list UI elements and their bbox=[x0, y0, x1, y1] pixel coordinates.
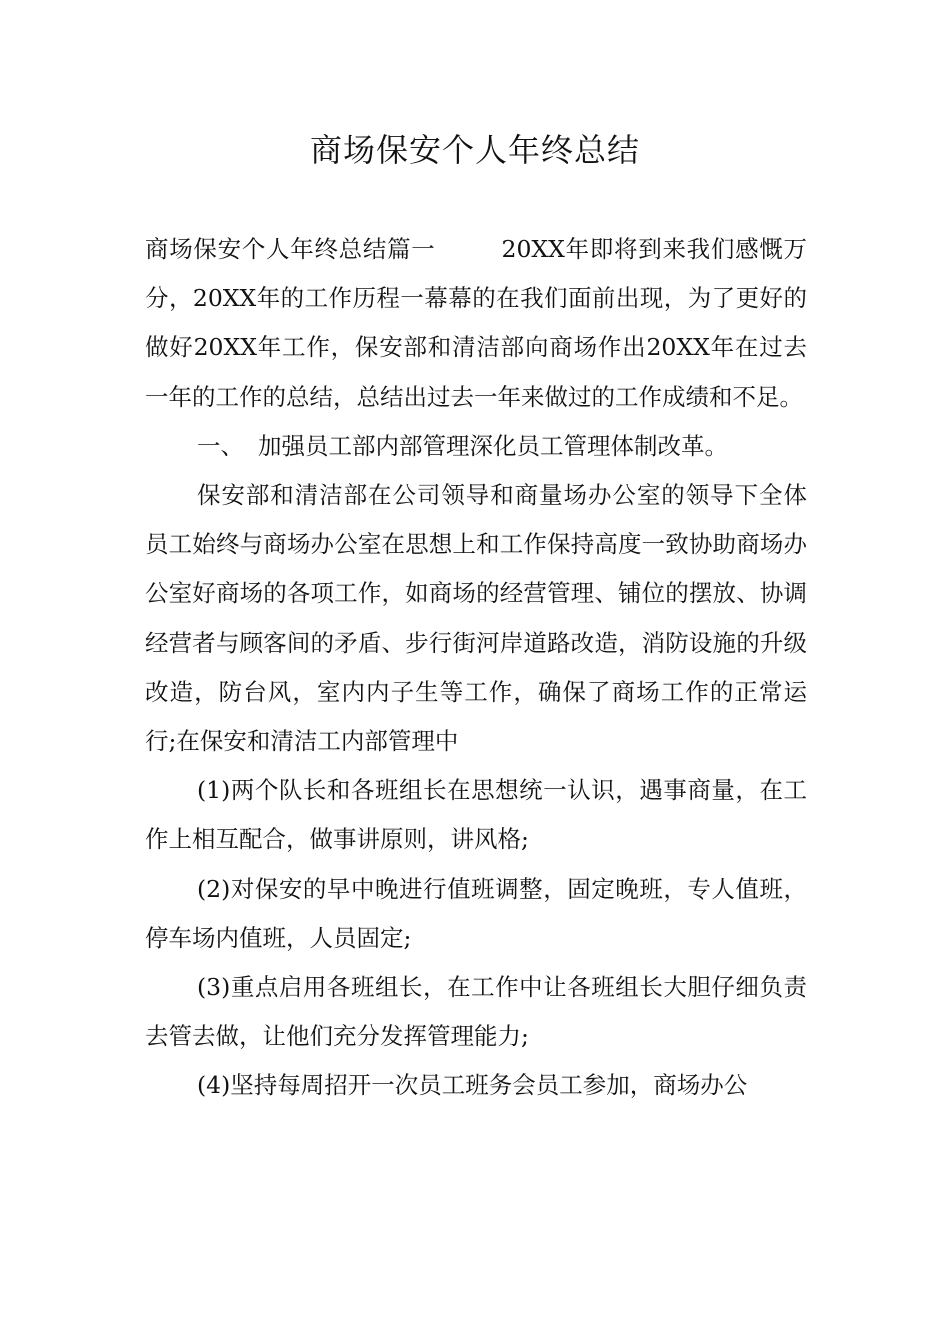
intro-paragraph bbox=[145, 225, 807, 422]
list-item: (1)两个队长和各班组长在思想统一认识，遇事商量，在工作上相互配合，做事讲原则，讲风格; bbox=[145, 776, 807, 854]
section-title: 加强员工部内部管理深化员工管理体制改革。 bbox=[258, 431, 728, 460]
document-body bbox=[145, 225, 807, 1111]
document-title: 商场保安个人年终总结 bbox=[309, 131, 640, 169]
list-item: (2)对保安的早中晚进行值班调整，固定晚班，专人值班，停车场内值班，人员固定; bbox=[145, 874, 807, 952]
list-item: (4)坚持每周招开一次员工班务会员工参加，商场办公 bbox=[197, 1071, 748, 1100]
section-heading bbox=[145, 422, 807, 471]
section-number: 一、 bbox=[197, 431, 244, 460]
intro-text: 20XX年即将到来我们感慨万分，20XX年的工作历程一幕幕的在我们面前出现，为了更好的做好20XX年工作，保安部和清洁部向商场作出20XX年在过去一年的工作的总结，总结出过去一年来做过的工作成绩和不足。 bbox=[145, 235, 807, 411]
list-item: (3)重点启用各班组长，在工作中让各班组长大胆仔细负责去管去做，让他们充分发挥管理能力; bbox=[145, 973, 807, 1051]
body-paragraph: 保安部和清洁部在公司领导和商量场办公室的领导下全体员工始终与商场办公室在思想上和工作保持高度一致协助商场办公室好商场的各项工作，如商场的经营管理、铺位的摆放、协调经营者与顾客间的矛盾、步行街河岸道路改造，消防设施的升级改造，防台风，室内内子生等工作，确保了商场工作的正常运行;在保安和清洁工内部管理中 bbox=[145, 481, 807, 756]
intro-heading: 商场保安个人年终总结篇一 bbox=[145, 235, 436, 263]
